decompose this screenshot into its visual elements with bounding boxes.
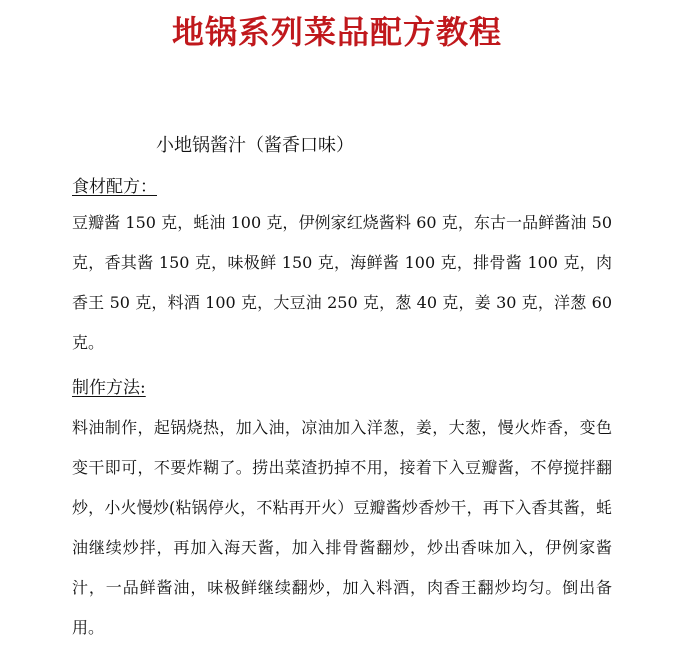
document-title: 地锅系列菜品配方教程 [171,13,502,51]
ingredients-heading: 食材配方： [72,177,157,197]
method-paragraph: 料油制作，起锅烧热，加入油，凉油加入洋葱，姜，大葱，慢火炸香，变色变干即可，不要炸糊了。捞出菜渣扔掉不用，接着下入豆瓣酱，不停搅拌翻炒，小火慢炒(粘锅停火，不粘再开火）豆瓣酱炒香炒干，再下入香其酱，蚝油继续炒拌，再加入海天酱，加入排骨酱翻炒，炒出香味加入，伊例家酱汁，一品鲜酱油，味极鲜继续翻炒，加入料酒，肉香王翻炒均匀。倒出备用。 [72,418,612,637]
recipe-subtitle: 小地锅酱汁（酱香口味） [156,135,354,156]
ingredients-paragraph: 豆瓣酱 150 克，蚝油 100 克，伊例家红烧酱料 60 克，东古一品鲜酱油 50 克，香其酱 150 克，味极鲜 150 克，海鲜酱 100 克，排骨酱 100 克，肉香王 50 克，料酒 100 克，大豆油 250 克，葱 40 克，姜 30 克，洋葱 60 克。 [72,213,612,352]
method-heading: 制作方法: [72,378,146,398]
